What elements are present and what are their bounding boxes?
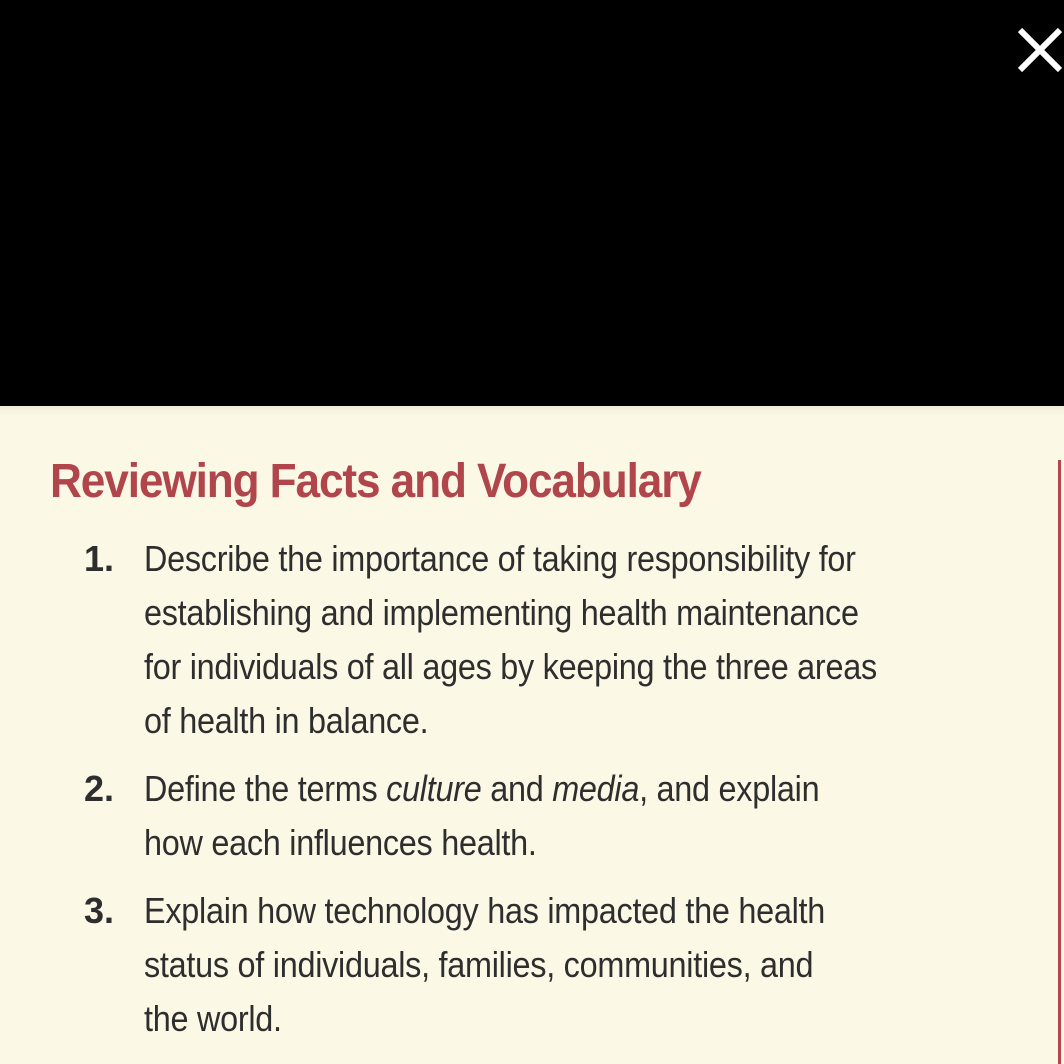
question-line: of health in balance. [144, 700, 429, 741]
text-segment: , and explain [639, 768, 820, 809]
question-text [144, 884, 954, 1046]
text-segment: and [481, 768, 553, 809]
close-button[interactable] [1012, 22, 1064, 74]
question-line: the world. [144, 998, 282, 1039]
question-line: establishing and implementing health maintenance [144, 592, 859, 633]
question-number: 2. [84, 768, 115, 809]
question-text [144, 532, 954, 748]
page-margin-rule [1058, 460, 1061, 1064]
textbook-page-image [0, 406, 1064, 1064]
term-culture: culture [386, 768, 482, 809]
question-number: 1. [84, 538, 115, 579]
question-list [84, 532, 1044, 1060]
question-number: 3. [84, 890, 115, 931]
question-2 [84, 762, 1044, 870]
question-1 [84, 532, 1044, 748]
question-line: for individuals of all ages by keeping the three areas [144, 646, 877, 687]
question-line: status of individuals, families, communities, and [144, 944, 814, 985]
question-line: Describe the importance of taking responsibility for [144, 538, 856, 579]
close-icon [1012, 22, 1064, 74]
question-line: how each influences health. [144, 822, 537, 863]
term-media: media [552, 768, 640, 809]
section-heading: Reviewing Facts and Vocabulary [50, 455, 701, 508]
question-line [144, 762, 954, 816]
text-segment: Define the terms [144, 768, 387, 809]
question-3 [84, 884, 1044, 1046]
question-line: Explain how technology has impacted the health [144, 890, 826, 931]
question-text [144, 762, 954, 870]
